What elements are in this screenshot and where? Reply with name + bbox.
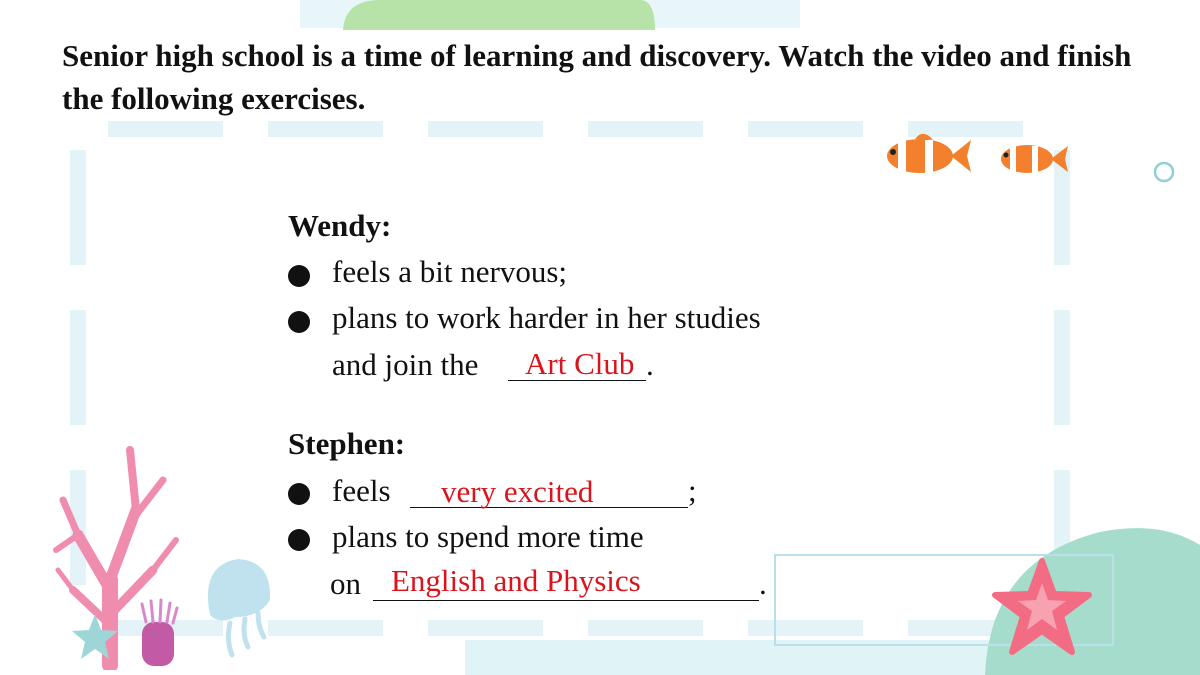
stephen-item-2: plans to spend more time <box>332 519 644 554</box>
bullet-icon <box>288 529 310 551</box>
bullet-icon <box>288 483 310 505</box>
stephen-continuation-suffix: . <box>759 566 767 601</box>
anemone-icon <box>136 598 180 668</box>
stephen-item-1-prefix: feels <box>332 473 391 508</box>
jellyfish-icon <box>200 555 280 665</box>
wendy-continuation-suffix: . <box>646 347 654 382</box>
bullet-icon <box>288 311 310 333</box>
stephen-item-1-suffix: ; <box>688 473 697 508</box>
stephen-answer-1: very excited <box>441 474 594 509</box>
stephen-continuation-prefix: on <box>330 566 361 601</box>
clownfish-icon <box>992 135 1072 185</box>
starfish-icon <box>992 558 1092 658</box>
wendy-name: Wendy: <box>288 208 392 243</box>
bullet-icon <box>288 265 310 287</box>
starfish-icon <box>70 612 120 662</box>
stephen-answer-2-blank <box>373 600 759 601</box>
stephen-answer-2: English and Physics <box>391 563 641 598</box>
instruction-title: Senior high school is a time of learning and discovery. Watch the video and finish the following exercises. <box>62 38 1132 116</box>
stephen-name: Stephen: <box>288 426 406 461</box>
ring-icon <box>1155 163 1173 181</box>
green-blob-shape <box>343 0 655 30</box>
clownfish-icon <box>875 128 975 188</box>
wendy-item-1: feels a bit nervous; <box>332 254 568 289</box>
wendy-item-2: plans to work harder in her studies <box>332 300 761 335</box>
wendy-continuation-prefix: and join the <box>332 347 479 382</box>
wendy-answer: Art Club <box>525 346 635 381</box>
